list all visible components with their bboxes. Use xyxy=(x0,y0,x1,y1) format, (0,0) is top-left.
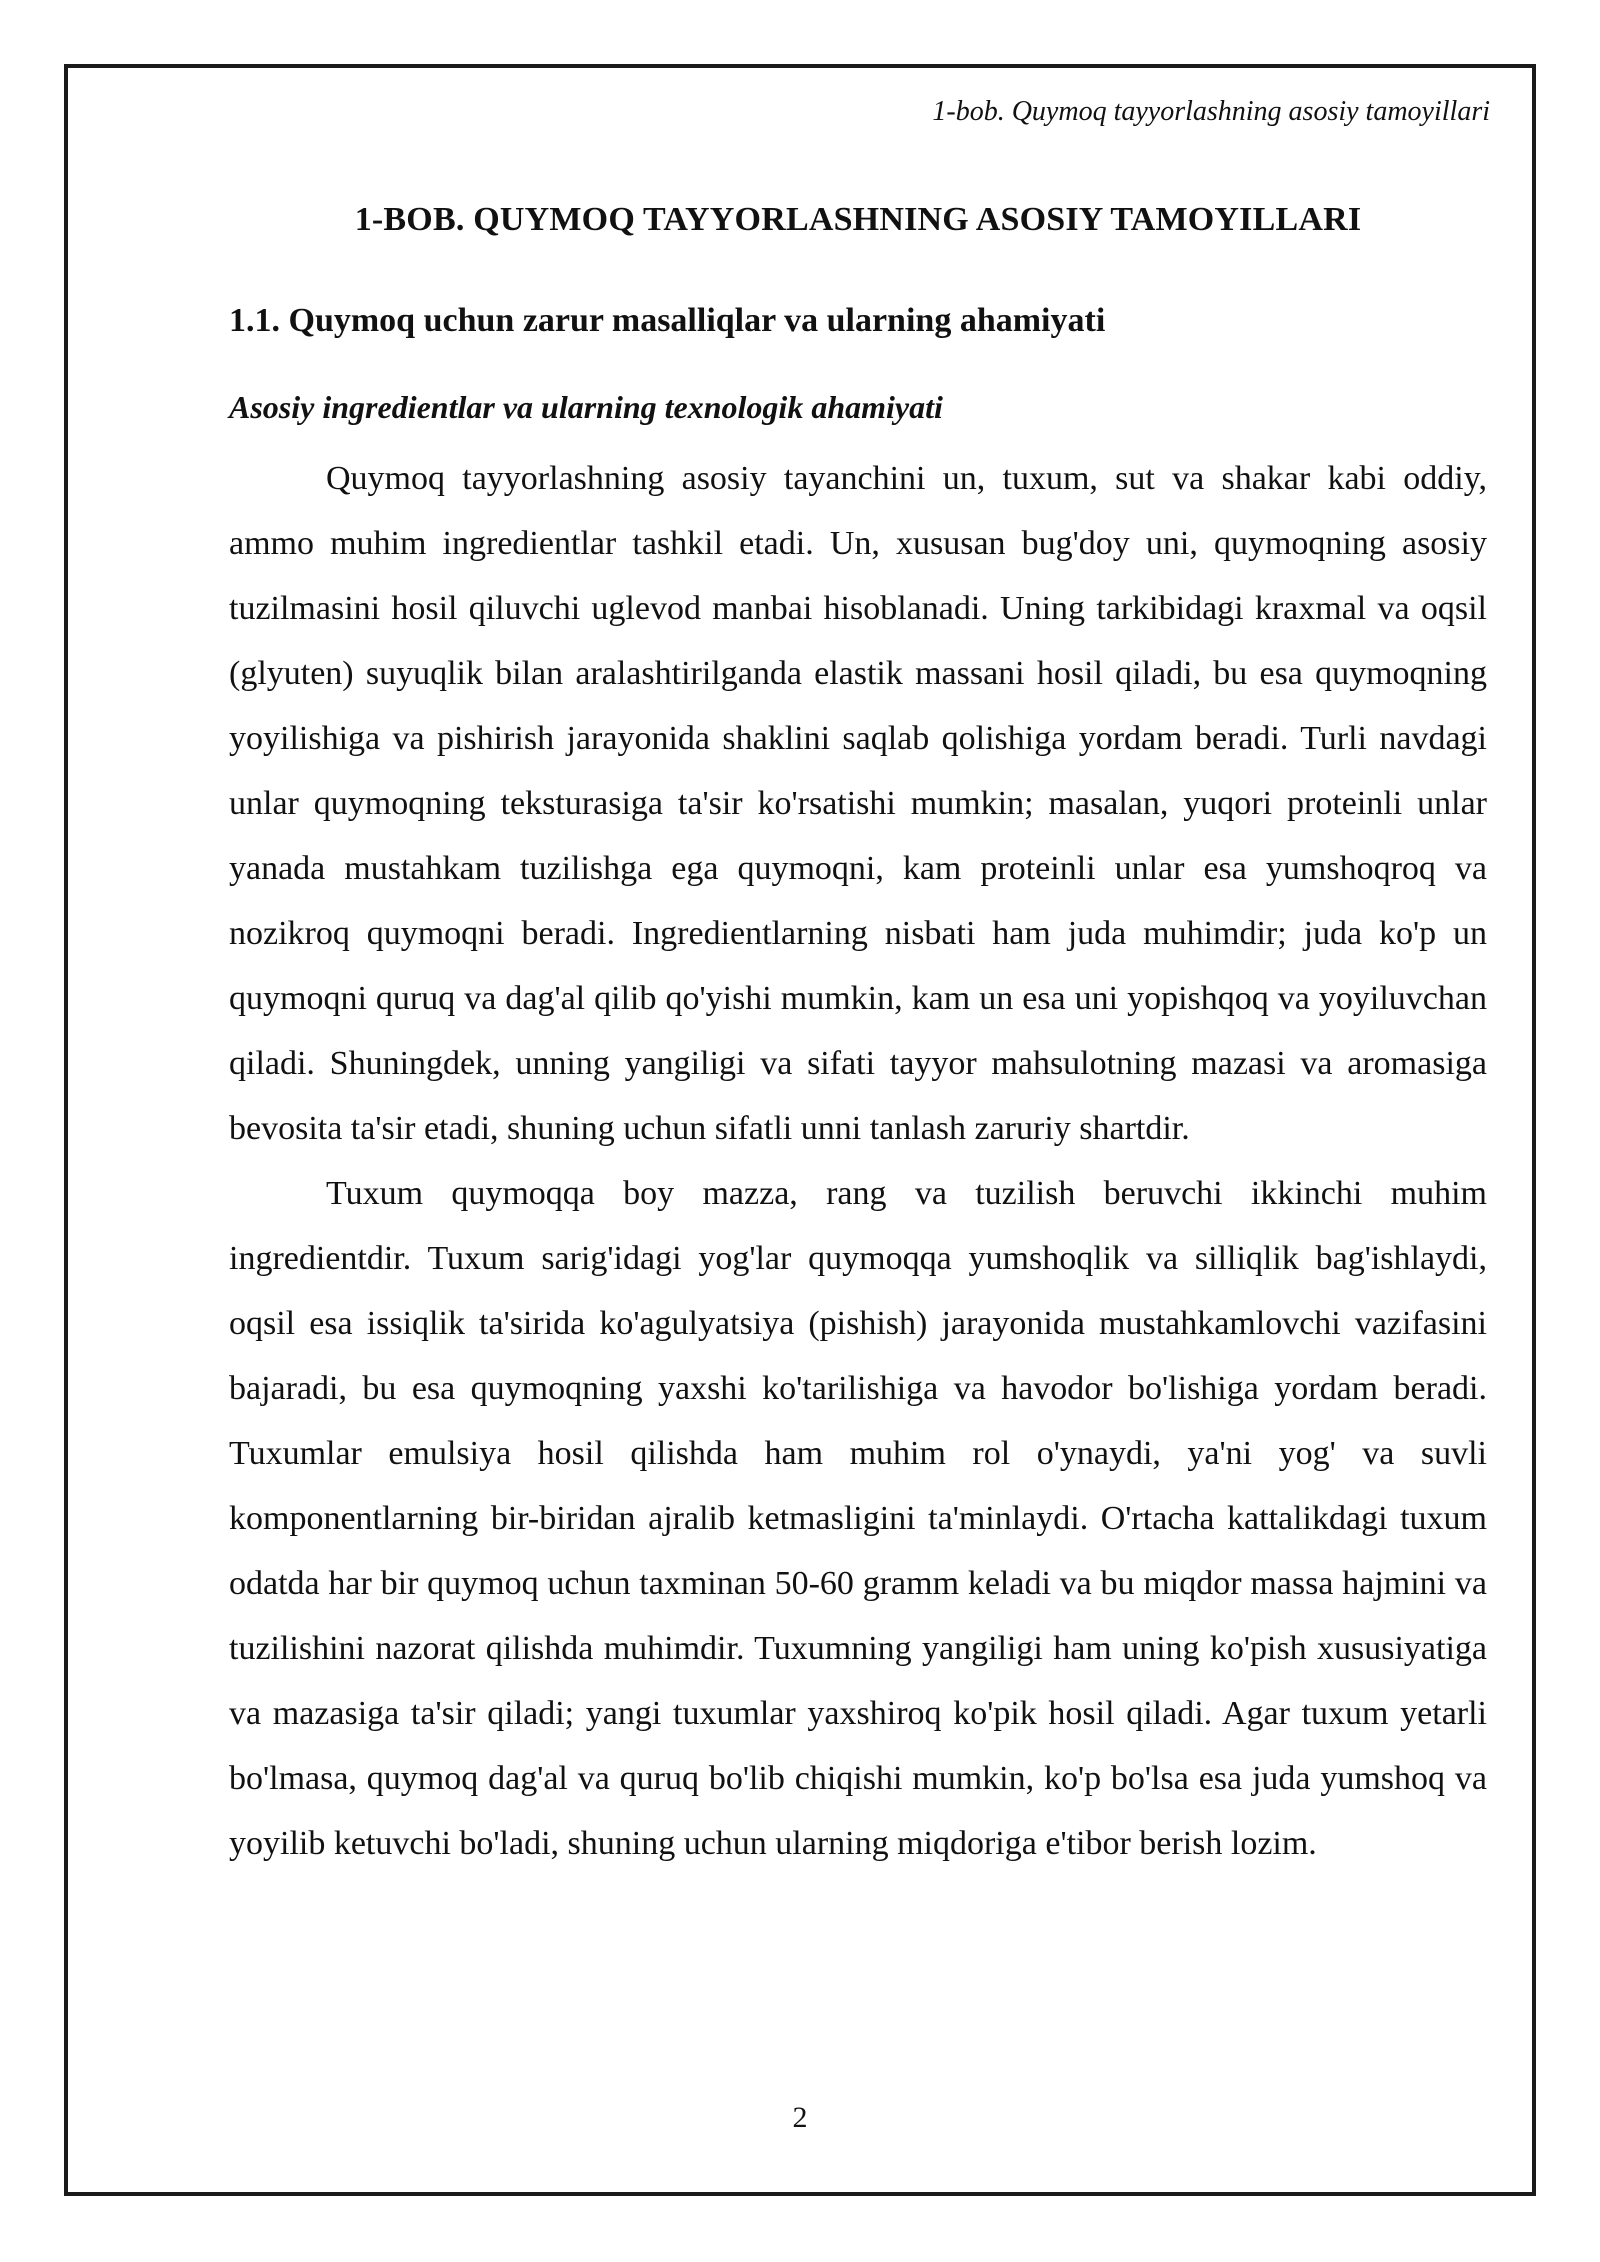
running-header: 1-bob. Quymoq tayyorlashning asosiy tamoyillari xyxy=(932,96,1490,127)
subsection-title: Asosiy ingredientlar va ularning texnologik ahamiyati xyxy=(229,388,943,425)
section-title: 1.1. Quymoq uchun zarur masalliqlar va ularning ahamiyati xyxy=(229,301,1106,339)
chapter-title: 1-BOB. QUYMOQ TAYYORLASHNING ASOSIY TAMOYILLARI xyxy=(354,201,1362,238)
page-content xyxy=(229,200,1487,1876)
body-paragraph-2: Tuxum quymoqqa boy mazza, rang va tuzilish beruvchi ikkinchi muhim ingredientdir. Tuxum sarig'idagi yog'lar quymoqqa yumshoqlik va silliqlik bag'ishlaydi, oqsil esa issiqlik ta'sirida ko'agulyatsiya (pishish) jarayonida mustahkamlovchi vazifasini bajaradi, bu esa quymoqning yaxshi ko'tarilishiga va havodor bo'lishiga yordam beradi. Tuxumlar emulsiya hosil qilishda ham muhim rol o'ynaydi, ya'ni yog' va suvli komponentlarning bir-biridan ajralib ketmasligini ta'minlaydi. O'rtacha kattalikdagi tuxum odatda har bir quymoq uchun taxminan 50-60 gramm keladi va bu miqdor massa hajmini va tuzilishini nazorat qilishda muhimdir. Tuxumning yangiligi ham uning ko'pish xususiyatiga va mazasiga ta'sir qiladi; yangi tuxumlar yaxshiroq ko'pik hosil qiladi. Agar tuxum yetarli bo'lmasa, quymoq dag'al va quruq bo'lib chiqishi mumkin, ko'p bo'lsa esa juda yumshoq va yoyilib ketuvchi bo'ladi, shuning uchun ularning miqdoriga e'tibor berish lozim. xyxy=(229,1174,1487,1862)
page-number: 2 xyxy=(792,2101,808,2134)
body-paragraph-1: Quymoq tayyorlashning asosiy tayanchini un, tuxum, sut va shakar kabi oddiy, ammo muhim ingredientlar tashkil etadi. Un, xususan bug'doy uni, quymoqning asosiy tuzilmasini hosil qiluvchi uglevod manbai hisoblanadi. Uning tarkibidagi kraxmal va oqsil (glyuten) suyuqlik bilan aralashtirilganda elastik massani hosil qiladi, bu esa quymoqning yoyilishiga va pishirish jarayonida shaklini saqlab qolishiga yordam beradi. Turli navdagi unlar quymoqning teksturasiga ta'sir ko'rsatishi mumkin; masalan, yuqori proteinli unlar yanada mustahkam tuzilishga ega quymoqni, kam proteinli unlar esa yumshoqroq va nozikroq quymoqni beradi. Ingredientlarning nisbati ham juda muhimdir; juda ko'p un quymoqni quruq va dag'al qilib qo'yishi mumkin, kam un esa uni yopishqoq va yoyiluvchan qiladi. Shuningdek, unning yangiligi va sifati tayyor mahsulotning mazasi va aromasiga bevosita ta'sir etadi, shuning uchun sifatli unni tanlash zaruriy shartdir. xyxy=(229,459,1487,1147)
